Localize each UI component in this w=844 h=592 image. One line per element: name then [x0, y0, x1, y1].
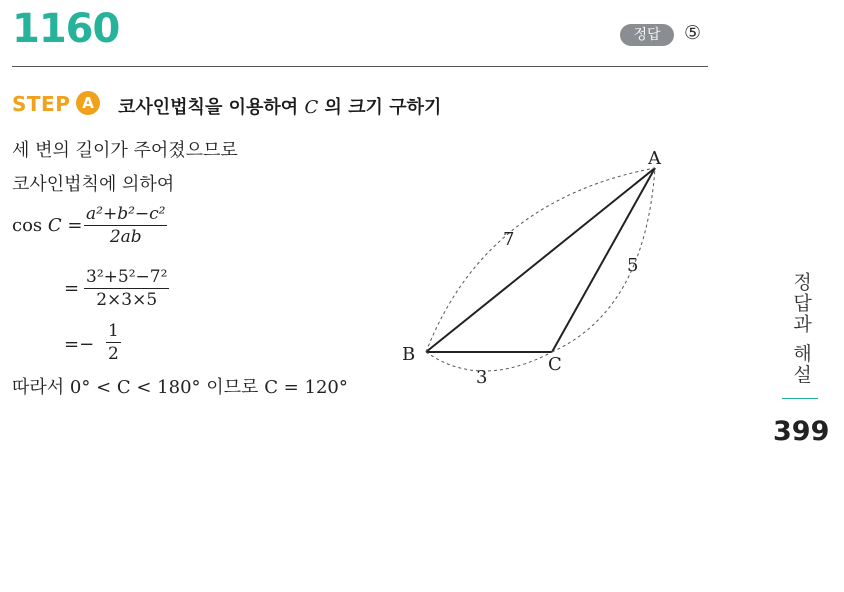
conclusion-line [12, 373, 348, 399]
fraction-numeric-numerator: 3²+5²−7² [86, 267, 168, 287]
step-label: STEP [12, 92, 71, 116]
fraction-result-denominator: 2 [108, 344, 119, 364]
side-ab-label: 7 [503, 229, 515, 250]
section-label: 정답과 해설 [790, 272, 812, 386]
equals-sign-2: = [64, 278, 80, 299]
step-title-var: C [304, 97, 319, 118]
side-bc-label: 3 [476, 367, 488, 388]
header-divider [12, 66, 708, 67]
equals-sign: = [67, 215, 83, 236]
triangle-figure [390, 140, 690, 400]
equals-sign-3-symbol: = [64, 334, 80, 355]
fraction-numeric-denominator: 2×3×5 [96, 290, 158, 310]
body-line-2: 코사인법칙에 의하여 [12, 174, 175, 195]
arc-bc [426, 352, 552, 371]
fraction-formula-denominator: 2ab [109, 227, 142, 247]
page-number: 399 [773, 416, 830, 447]
conclusion-prefix: 따라서 [12, 377, 65, 398]
fraction-result [106, 320, 121, 365]
step-title-after: 의 크기 구하기 [324, 97, 442, 118]
cos-label: cos [12, 215, 43, 236]
step-title [118, 93, 441, 119]
sidebar-divider [782, 398, 818, 399]
equals-sign-3 [64, 334, 94, 355]
side-ab-line [426, 168, 655, 352]
answer-badge: 정답 [620, 24, 674, 46]
conclusion-mid: 이므로 [206, 377, 259, 398]
cos-var: C [47, 215, 62, 236]
negative-sign: − [79, 334, 95, 355]
vertex-a-label: A [648, 148, 661, 169]
conclusion-range: 0° < C < 180° [69, 377, 201, 398]
body-line-1: 세 변의 길이가 주어졌으므로 [12, 140, 238, 161]
conclusion-result: C = 120° [264, 377, 348, 398]
fraction-formula-numerator: a²+b²−c² [86, 204, 166, 224]
cos-expression [12, 215, 83, 236]
answer-value: ⑤ [684, 22, 702, 44]
problem-number: 1160 [12, 6, 120, 52]
step-title-before: 코사인법칙을 이용하여 [118, 97, 299, 118]
fraction-result-numerator: 1 [108, 321, 119, 341]
fraction-numeric [84, 266, 169, 311]
step-badge: A [76, 91, 100, 115]
side-ac-label: 5 [627, 255, 639, 276]
vertex-b-label: B [402, 344, 416, 365]
fraction-formula [84, 203, 167, 248]
vertex-c-label: C [548, 354, 562, 375]
